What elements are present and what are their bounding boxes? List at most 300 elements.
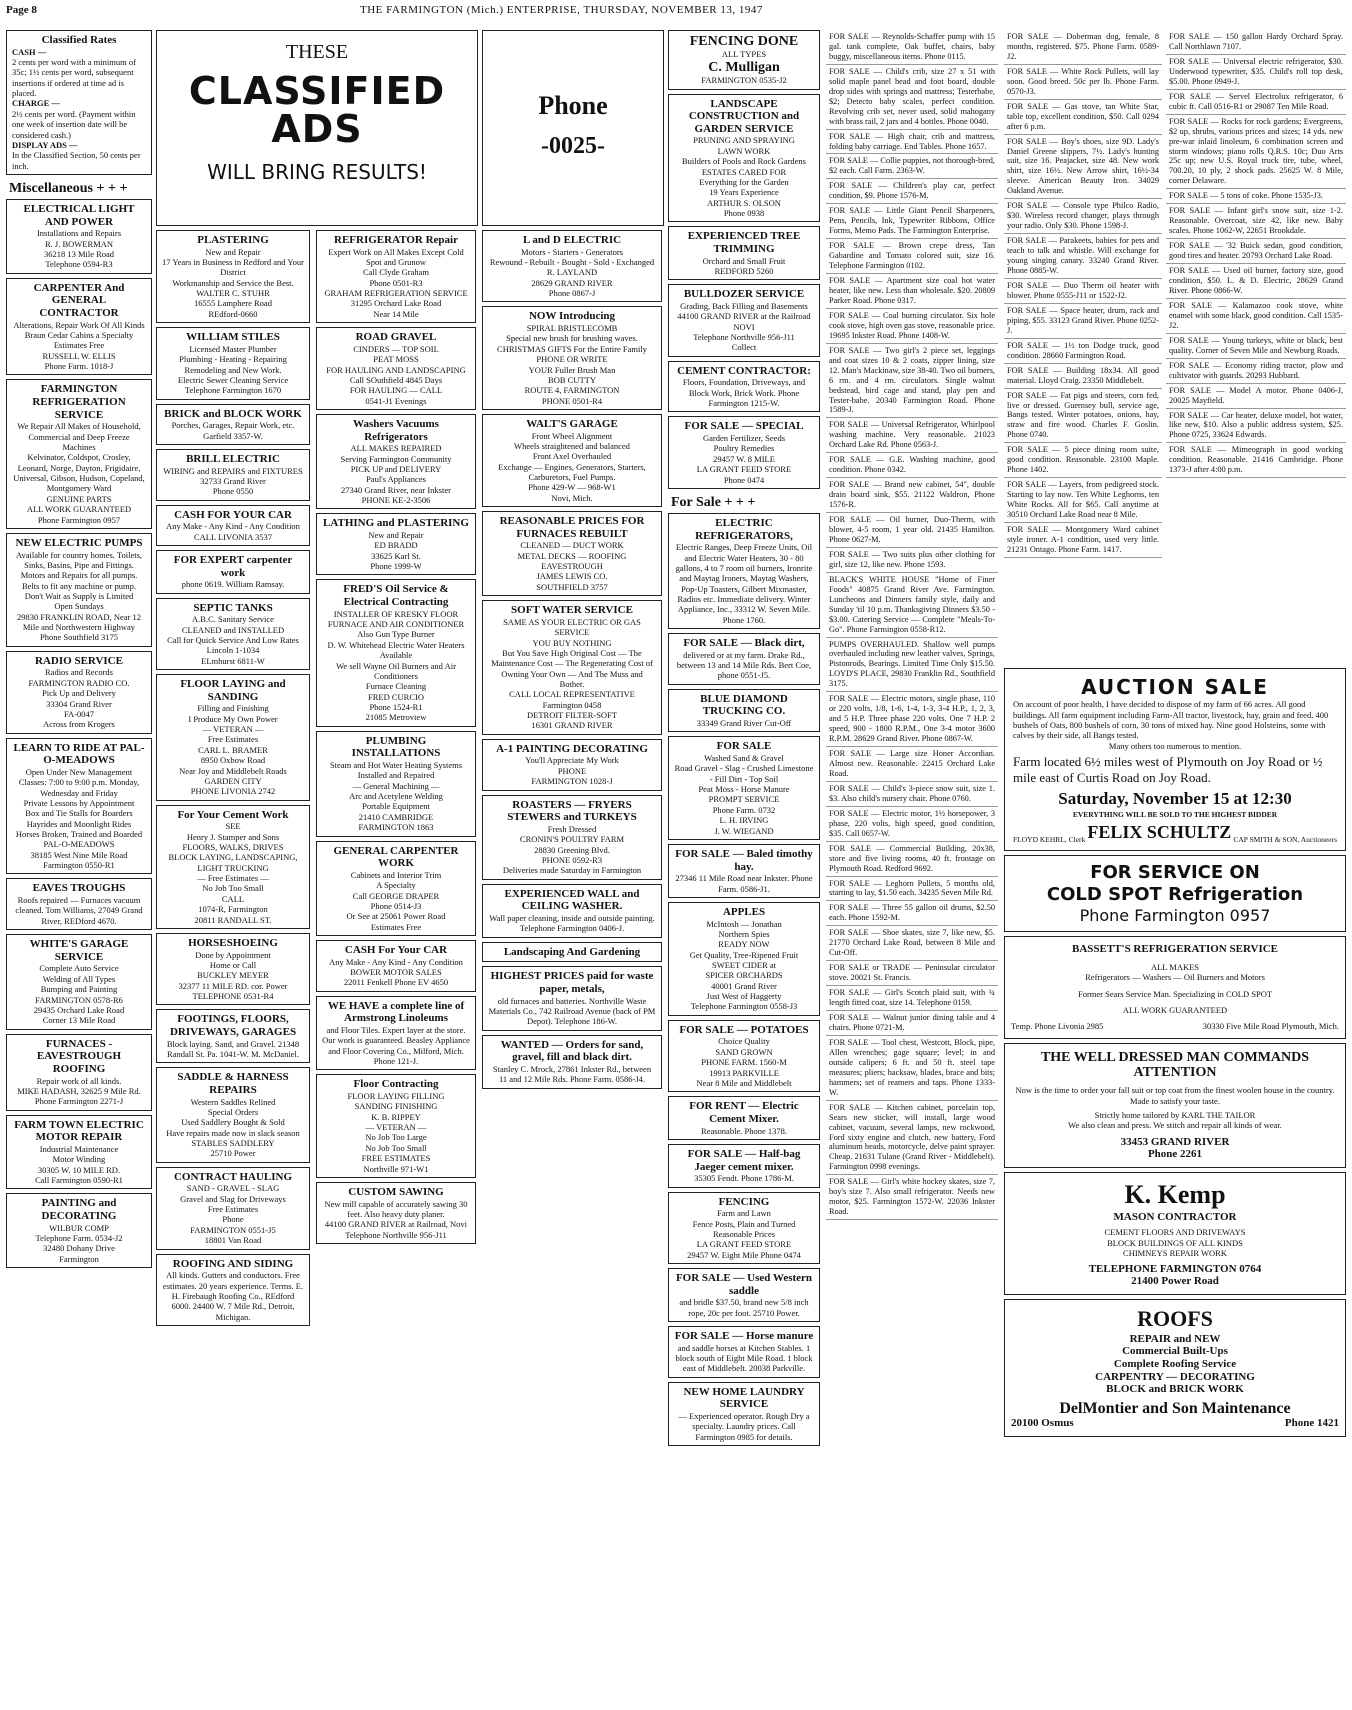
ad-line: Motor Winding [52, 1154, 106, 1165]
ad-line: and Floor Tiles. Expert layer at the store. Our work is guaranteed. Beasley Appliance and Floor Covering Co., Milford, Mich. Phone 121-J. [322, 1024, 470, 1067]
display-ad [6, 1115, 152, 1190]
bassett-types: Refrigerators — Washers — Oil Burners and Motors [1085, 972, 1265, 983]
display-ad [482, 795, 662, 880]
display-ad [316, 1074, 476, 1178]
ad-heading: CEMENT CONTRACTOR: [677, 364, 811, 377]
ad-line: Phone 1524-R1 [369, 701, 423, 712]
classified-entry: FOR SALE — Layers, from pedigreed stock. Starting to lay now. Ten White Leghorns, ten White Rocks. All for $65. Call anytime at 30510 Orchard Lake Road near 8 Mile. [1004, 478, 1162, 523]
ad-line: TELEPHONE 0531-R4 [192, 990, 274, 1001]
display-ad [6, 533, 152, 647]
ad-line: SPICER ORCHARDS [705, 970, 783, 981]
display-ad [668, 1268, 820, 1322]
ad-line: Farmington 0550-R1 [43, 860, 115, 871]
roofs-addr: 20100 Osmus [1011, 1417, 1074, 1430]
ad-line: Everything for the Garden [699, 176, 789, 187]
ad-line: 33625 Karl St. [371, 550, 421, 561]
display-ad [668, 1096, 820, 1140]
ad-line: FOR HAULING AND LANDSCAPING [326, 364, 466, 375]
ad-line: GARDEN CITY [204, 775, 262, 786]
ad-line: Used Saddlery Bought & Sold [181, 1117, 285, 1128]
display-ad [156, 805, 310, 929]
classified-entry: FOR SALE — Shoe skates, size 7, like new, $5. 21770 Orchard Lake Road, between 8 Mile and Cut-Off. [826, 926, 998, 961]
ad-line: PAL-O-MEADOWS [43, 839, 115, 850]
display-ad [6, 199, 152, 274]
ad-line: — General Machining — [352, 780, 440, 791]
ad-line: Near Joy and Middlebelt Roads [179, 765, 287, 776]
ad-heading: FOR SALE — Half-bag Jaeger cement mixer. [687, 1147, 801, 1173]
display-ad [668, 633, 820, 685]
auction-title: AUCTION SALE [1081, 675, 1269, 699]
ad-line: 32480 Dohany Drive [43, 1243, 115, 1254]
ad-line: FRED CURCIO [368, 691, 424, 702]
col3-ads [316, 230, 476, 1244]
display-ad [482, 306, 662, 410]
ad-line: Henry J. Stamper and Sons [186, 831, 280, 842]
ad-line: D. W. Whitehead Electric Water Heaters Available [327, 639, 465, 661]
fencing-title: FENCING DONE [689, 34, 799, 49]
display-ad [6, 934, 152, 1029]
ad-line: R. LAYLAND [546, 267, 598, 278]
kemp-l3: CHIMNEYS REPAIR WORK [1123, 1248, 1227, 1259]
ad-heading: CASH FOR YOUR CAR [174, 508, 292, 521]
ad-line: ALL WORK GUARANTEED [26, 504, 132, 515]
ad-heading: CONTRACT HAULING [173, 1170, 293, 1183]
ad-heading: FOR RENT — Electric Cement Mixer. [689, 1100, 799, 1125]
ad-line: JAMES LEWIS CO. [536, 571, 608, 582]
classified-entry: FOR SALE — Walnut junior dining table and 4 chairs. Phone 0721-M. [826, 1011, 998, 1036]
ad-line: 30305 W. 10 MILE RD. [37, 1164, 121, 1175]
classified-entry: FOR SALE — Brown crepe dress, Tan Gabardine and Tomato colored suit, size 16. Telephone Farmington 0102. [826, 239, 998, 274]
classified-entry: FOR SALE — Little Giant Pencil Sharpeners, Pens, Pencils, Ink, Typewriter Ribbons, Office Forms, Memo Pads. The Farmington Enterprise. [826, 204, 998, 239]
ad-heading: FLOOR LAYING and SANDING [180, 678, 286, 703]
classified-entry: FOR SALE — Infant girl's snow suit, size 1-2. Reasonable. Overcoat, size 42, like new. Baby scales. Phone 1062-W, 22651 Brookdale. [1166, 204, 1346, 239]
classified-entry: FOR SALE — Universal electric refrigerator, $30. Underwood typewriter, $35. Child's roll top desk, $5.00. Phone 0949-J. [1166, 55, 1346, 90]
ad-heading: ROASTERS — FRYERS STEWERS and TURKEYS [507, 798, 637, 824]
ad-heading: Floor Contracting [353, 1078, 439, 1091]
ad-line: RUSSELL W. ELLIS [42, 350, 116, 361]
classified-entry: FOR SALE — Parakeets, babies for pets and teach to talk and whistle. Will exchange for young singing canary. 33240 Grand River. Phone 0885-W. [1004, 234, 1162, 279]
ad-line: Builders of Pools and Rock Gardens [682, 156, 806, 167]
classified-entry: FOR SALE — '32 Buick sedan, good condition, good tires and heater. 20793 Orchard Lake Road. [1166, 239, 1346, 264]
ad-heading: EXPERIENCED WALL and CEILING WASHER. [504, 887, 640, 913]
bassett-makes: ALL MAKES [1150, 961, 1200, 972]
classified-entry: FOR SALE — 5 piece dining room suite, good condition. Reasonable. 23100 Maple. Phone 1402. [1004, 443, 1162, 478]
column-1 [6, 30, 152, 1706]
ad-line: Welding of All Types [42, 973, 116, 984]
ad-line: 32377 11 MILE RD. cor. Power [178, 980, 288, 991]
ad-heading: CASH For Your CAR [344, 943, 448, 956]
page-number: Page 8 [6, 4, 37, 16]
display-ad [316, 940, 476, 992]
ad-line: A.B.C. Sanitary Service [192, 614, 274, 625]
ad-line: Paul's Appliances [366, 474, 426, 485]
ad-line: WILBUR COMP [49, 1222, 109, 1233]
display-ad [482, 230, 662, 302]
ad-heading: GENERAL CARPENTER WORK [333, 844, 459, 870]
ad-line: Corner 13 Mile Road [42, 1015, 116, 1026]
classified-entry: FOR SALE — Children's play car, perfect condition, $9. Phone 1576-M. [826, 179, 998, 204]
ad-line: PHONE FARM. 1560-M [701, 1057, 787, 1068]
phone-number: -0025- [541, 133, 605, 159]
classified-entry: FOR SALE — Rocks for rock gardens; Evergreens, $2 up, shrubs, various prices and sizes; 14 yds. new pre-war inlaid linoleum, 6 combination screen and storm windows; piano rolls Q.R.S. 10c; Duo Arts 25c up; new U.S. Royal truck tire, tube, wheel, 700.20, 10 ply, 2 shock pads. 25625 W. 8 Mile, corner Delaware. [1166, 115, 1346, 190]
ad-line: Cabinets and Interior Trim [350, 869, 442, 880]
ad-line: REdford-0660 [208, 308, 258, 319]
ad-line: 29457 W. 8 MILE [713, 453, 775, 464]
ad-line: Electric Ranges, Deep Freeze Units, Oil and Electric Water Heaters, 30 - 80 gallons, 4 to 7 room oil burners, Ironrite and Maytag Ironers, Maytag Washers, Pop-Up Toasters, Gilbert Mixmaster, Radios etc. Immediate delivery. Winter Appliance, Inc., 33312 W. Seven Mile. Phone 1760. [675, 542, 813, 625]
ad-line: CARL L. BRAMER [198, 744, 268, 755]
ad-heading: WANTED — Orders for sand, gravel, fill and black dirt. [500, 1038, 644, 1064]
ad-line: Front Wheel Alignment [531, 430, 613, 441]
ad-line: CHRISTMAS GIFTS For the Entire Family [497, 343, 647, 354]
display-ad [316, 414, 476, 509]
ad-line: 32733 Grand River [200, 475, 266, 486]
ad-line: Done by Appointment [195, 949, 271, 960]
ad-line: PHONE OR WRITE [536, 354, 608, 365]
rates-lines [12, 47, 146, 171]
display-ad [156, 1254, 310, 1326]
roofs-title: ROOFS [1137, 1305, 1213, 1331]
ad-line: New and Repair [205, 246, 261, 257]
ad-line: Complete Auto Service [39, 963, 119, 974]
display-ad [6, 738, 152, 875]
ad-line: Peat Moss - Horse Manure [698, 784, 790, 795]
ad-line: FARMINGTON 1863 [358, 822, 434, 833]
ad-line: 16301 GRAND RIVER [531, 720, 613, 731]
ad-line: Call for Quick Service And Low Rates [167, 635, 299, 646]
misc-heading: Miscellaneous + + + [9, 180, 128, 196]
ad-heading: FENCING [718, 1195, 770, 1208]
ad-line: Also Gun Type Burner [357, 629, 435, 640]
column-6 [826, 30, 998, 1706]
fencing-name: C. Mulligan [708, 59, 780, 75]
col1-ads [6, 199, 152, 1268]
ad-line: New mill capable of accurately sawing 30 feet. Also heavy duty planer. [324, 1198, 468, 1219]
classified-entry: FOR SALE — Apartment size coal hot water heater, like new. Less than wholesale. $20. 20809 Parker Road. Phone 0317. [826, 274, 998, 309]
ad-line: Serving Farmington Community [340, 453, 452, 464]
kemp-l1: CEMENT FLOORS AND DRIVEWAYS [1104, 1227, 1246, 1238]
ad-line: Any Make - Any Kind - Any Condition [166, 521, 300, 532]
ad-line: 28830 Greening Blvd. [534, 844, 610, 855]
classified-entry: FOR SALE — Economy riding tractor, plow and cultivator with guards. 20293 Hubbard. [1166, 359, 1346, 384]
ad-line: PRUNING AND SPRAYING [693, 135, 795, 146]
ad-line: ARTHUR S. OLSON [707, 197, 781, 208]
roofs-l3: Complete Roofing Service [1113, 1357, 1237, 1370]
ad-line: Phone [222, 1214, 244, 1225]
ad-line: CLEANED — DUCT WORK [520, 540, 624, 551]
ad-line: Call Farmington 0590-R1 [35, 1174, 123, 1185]
ad-line: Fence Posts, Plain and Turned [692, 1218, 796, 1229]
rates-title: Classified Rates [41, 34, 117, 46]
ad-heading: FARM TOWN ELECTRIC MOTOR REPAIR [14, 1118, 144, 1144]
ad-heading: FOR SALE — Black dirt, [683, 637, 805, 650]
ad-line: 27340 Grand River, near Inkster [341, 484, 451, 495]
ad-line: Floors, Foundation, Driveways, and Block Work, Brick Work. Phone Farmington 1215-W. [682, 377, 806, 409]
ad-line: Telephone Farm. 0534-J2 [35, 1232, 123, 1243]
display-ad [316, 996, 476, 1071]
ad-line: 21410 CAMBRIDGE [358, 811, 434, 822]
classified-entry: FOR SALE — Duo Therm oil heater with blower. Phone 0555-J11 or 1522-J2. [1004, 279, 1162, 304]
ad-heading: ELECTRIC REFRIGERATORS, [695, 516, 793, 542]
display-ad [156, 449, 310, 501]
ad-line: Novi, Mich. [551, 492, 593, 503]
classified-ads-hero [156, 30, 478, 226]
ad-heading: A-1 PAINTING DECORATING [496, 742, 648, 755]
ad-line: LA GRANT FEED STORE [696, 464, 792, 475]
ad-heading: FOOTINGS, FLOORS, DRIVEWAYS, GARAGES [169, 1013, 297, 1038]
display-ad [668, 1144, 820, 1188]
ad-line: We Repair All Makes of Household, Commercial and Deep Freeze Machines [17, 421, 141, 453]
ad-line: PHONE 0501-R4 [541, 395, 603, 406]
column-3 [316, 230, 476, 1706]
ad-line: 0541-J1 Evenings [365, 395, 427, 406]
ad-line: A Specialty [376, 880, 416, 891]
ad-line: Phone 429-W — 968-W1 [528, 482, 616, 493]
ad-line: METAL DECKS — ROOFING [517, 550, 627, 561]
ad-line: 33304 Grand River [46, 698, 112, 709]
classified-entry: FOR SALE — 1½ ton Dodge truck, good condition. 28660 Farmington Road. [1004, 339, 1162, 364]
ad-line: SAND - GRAVEL - SLAG [186, 1183, 280, 1194]
ad-line: 35305 Fendt. Phone 1786-M. [694, 1173, 794, 1184]
ad-line: 21085 Metroview [365, 712, 427, 723]
bassett-ad [1004, 936, 1346, 1038]
ad-line: Special new brush for brushing waves. [506, 333, 638, 344]
rates-line: 2 cents per word with a minimum of 35c; 1½ cents per word, subsequent insertions if ordered at time ad is placed. [12, 57, 136, 99]
dressed-body: Now is the time to order your fall suit or top coat from the finest woolen house in the country. Made to satisfy your taste. [1015, 1085, 1335, 1106]
classified-entry: FOR SALE — Tool chest, Westcott, Block, pipe, Allen wrenches; gage square; level; in and outside calipers; 6 ft. and 50 ft. steel tape measures; pliers; hacksaw, blades, brace and bits; hammers; set of reamers and taps. Phone 1333-W. [826, 1036, 998, 1101]
bassett-former: Former Sears Service Man. Specializing in COLD SPOT [1077, 988, 1273, 999]
ad-heading: SOFT WATER SERVICE [511, 604, 633, 617]
classified-entry: FOR SALE — Child's crib, size 27 x 51 with solid maple panel head and foot board, double drop sides with springs and mattress; Testerbabe, $2; Detecto baby scales, perfect condition. Revolving crib set, never used, solid mahogany with brass rail, 2 jars and 4 bottles. Phone 0040. [826, 65, 998, 130]
ad-line: 1074-R, Farmington [198, 904, 268, 915]
display-ad [316, 327, 476, 410]
ad-line: CALL [221, 893, 245, 904]
ad-line: Porches, Garages, Repair Work, etc. Garfield 3357-W. [171, 420, 295, 441]
ad-heading: NEW HOME LAUNDRY SERVICE [683, 1385, 805, 1411]
ad-line: Fresh Dressed [547, 823, 597, 834]
display-ad [668, 902, 820, 1016]
ad-line: Special Orders [207, 1106, 259, 1117]
kemp-l2: BLOCK BUILDINGS OF ALL KINDS [1107, 1237, 1243, 1248]
ad-line: — Free Estimates — [197, 873, 269, 884]
ad-line: Wall paper cleaning, inside and outside painting. Telephone Farmington 0406-J. [489, 912, 655, 934]
display-ad [668, 736, 820, 840]
ad-line: delivered or at my farm. Drake Rd., between 13 and 14 Mile Rds. Bert Coe, phone 0551-J5. [676, 649, 812, 681]
column-2 [156, 230, 310, 1706]
ad-line: CALL LOCAL REPRESENTATIVE [509, 689, 635, 700]
classified-entry: BLACK'S WHITE HOUSE "Home of Finer Foods" 40875 Grand River Ave. Farmington. Luncheons and Dinners family style, daily and Sunday 'til 10 p.m. Thanksgiving Dinners $3.50 - $3.00. Catering Service — Complete "Meals-To-Go". Phone Farmington 0558-R12. [826, 573, 998, 638]
ad-heading: WHITE'S GARAGE SERVICE [29, 938, 129, 963]
ad-line: Phone 0550 [212, 486, 254, 497]
ad-line: Phone 0514-J3 [370, 900, 422, 911]
ad-line: 29830 FRANKLIN ROAD, Near 12 Mile and Northwestern Highway [17, 611, 141, 633]
kemp-title: MASON CONTRACTOR [1113, 1210, 1237, 1223]
display-ad [668, 513, 820, 629]
column-5 [668, 30, 820, 1706]
display-ad [156, 1167, 310, 1250]
ad-line: Road Gravel - Slag - Crushed Limestone - Fill Dirt - Top Soil [674, 763, 814, 784]
ad-line: FREE ESTIMATES [361, 1153, 431, 1164]
classified-entry: FOR SALE — Child's 3-piece snow suit, size 1. $3. Also child's nursery chair. Phone 0760. [826, 782, 998, 807]
display-ad [156, 404, 310, 445]
ad-line: 19913 PARKVILLE [709, 1067, 779, 1078]
ad-heading: APPLES [722, 905, 766, 918]
ad-line: LA GRANT FEED STORE [696, 1239, 792, 1250]
ad-heading: REFRIGERATOR Repair [334, 234, 458, 246]
classified-entry: FOR SALE — G.E. Washing machine, good condition. Phone 0342. [826, 453, 998, 478]
display-ad [6, 878, 152, 930]
column-8 [1166, 30, 1346, 670]
ad-line: FOR HAULING — CALL [349, 385, 443, 396]
roofs-ad [1004, 1299, 1346, 1437]
ad-line: SWEET CIDER at [711, 960, 777, 970]
classified-entry: FOR SALE — Girl's Scotch plaid suit, with ¾ length fitted coat, size 14. Telephone 0159. [826, 986, 998, 1011]
ad-line: Have repairs made now in slack season [166, 1127, 300, 1138]
classified-entry: FOR SALE — Reynolds-Schaffer pump with 15 gal. tank complete, Oak buffet, chairs, baby buggy, miscellaneous items. Phone 0115. [826, 30, 998, 65]
ad-line: I Produce My Own Power [188, 713, 278, 724]
ad-line: Estimates Free [370, 921, 422, 932]
ad-heading: REASONABLE PRICES FOR FURNACES REBUILT [499, 515, 645, 540]
display-ad [668, 226, 820, 280]
classified-entry: FOR SALE — Fat pigs and steers, corn fed, live or dressed. Guernsey bull, service age, Bangs tested. Winter potatoes, onions, hay, straw and fire wood. Charles F. Goslin. Phone 0740. [1004, 389, 1162, 444]
display-ad [668, 416, 820, 488]
ad-line: 18801 Van Road [204, 1235, 262, 1246]
classified-entry: FOR SALE — Montgomery Ward cabinet style ironer. A-1 condition, used very little. 21231 Ontago. Phone Farm. 1417. [1004, 523, 1162, 558]
classified-entry: FOR SALE — Coal burning circulator. Six hole cook stove, high oven gas stove, reasonable price. 19695 Inkster Road. Phone 1408-W. [826, 309, 998, 344]
ad-line: YOU BUY NOTHING [532, 637, 612, 648]
display-ad [156, 1009, 310, 1063]
ad-line: DETROIT FILTER-SOFT [527, 710, 617, 721]
ad-heading: LATHING and PLASTERING [323, 517, 469, 530]
display-ad [6, 651, 152, 734]
ad-heading: PLUMBING INSTALLATIONS [351, 734, 441, 760]
ad-line: BLOCK LAYING, LANDSCAPING, LIGHT TRUCKING [168, 852, 298, 873]
ad-heading: LEARN TO RIDE AT PAL-O-MEADOWS [13, 741, 145, 767]
ad-heading: NOW Introducing [528, 310, 616, 323]
ad-line: Front Axel Overhauled [532, 451, 612, 462]
ad-line: GENUINE PARTS [46, 493, 112, 504]
ad-heading: SEPTIC TANKS [193, 601, 273, 614]
ad-line: 38185 West Nine Mile Road [30, 849, 128, 860]
ad-heading: FOR SALE — POTATOES [679, 1023, 809, 1036]
ad-line: 8950 Oxbow Road [200, 755, 266, 766]
ad-line: Telephone Farmington 1670 [184, 385, 282, 396]
ad-heading: FRED'S Oil Service & Electrical Contracting [343, 583, 449, 609]
right-display-ads [1004, 668, 1346, 1441]
ad-heading: FOR SALE — Baled timothy hay. [675, 847, 813, 873]
ad-line: L. H. IRVING [719, 815, 769, 826]
display-ad [668, 689, 820, 733]
auction-body: On account of poor health, I have decided to dispose of my farm of 66 acres. All good buildings. All farm equipment including Farm-All tractor, livestock, hay, grain and feed. 400 bushels of Oats, 800 bushels of corn, 30 tons of mixed hay. Nine good Holsteins, some with calves by their side, all Bangs tested. [1013, 699, 1329, 741]
ad-line: Industrial Maintenance [39, 1143, 119, 1154]
roofs-l2: Commercial Built-Ups [1122, 1345, 1228, 1358]
ad-line: ALL MAKES REPAIRED [350, 443, 442, 454]
dressed-phone: Phone 2261 [1147, 1148, 1203, 1161]
ad-line: No Job Too Small [202, 883, 264, 894]
display-ad [668, 1020, 820, 1092]
classified-entry: FOR SALE — Servel Electrolux refrigerator, 6 cubic ft. Call 0516-R1 or 29087 Ten Mile Road. [1166, 90, 1346, 115]
display-ad [668, 1192, 820, 1264]
ad-line: Telephone Northville 956-J11 [345, 1229, 447, 1240]
well-dressed-ad [1004, 1043, 1346, 1169]
fencing-phone: FARMINGTON 0535-J2 [701, 75, 787, 86]
display-ad [156, 1067, 310, 1162]
ad-line: Workmanship and Service the Best. [172, 277, 294, 288]
display-ad [668, 844, 820, 898]
classified-entry: FOR SALE — Space heater, drum, rack and piping, $55. 33123 Grand River. Phone 0252-J. [1004, 304, 1162, 339]
ad-line: 20811 RANDALL ST. [194, 914, 272, 925]
classified-entry: FOR SALE — Mimeograph in good working condition. Reasonable. 21416 Cambridge. Phone 1373-J after 4:00 p.m. [1166, 443, 1346, 478]
ad-line: Wheels straightened and balanced [514, 440, 630, 451]
ad-line: Washed Sand & Gravel [704, 753, 784, 764]
fencing-ad [668, 30, 820, 90]
classified-entry: FOR SALE — Kitchen cabinet, porcelain top, Sears new sticker, will install, large wood cabinet, vacuum, several lamps, new rockwood, Ford sixty engine and clutch, new battery, Ford aluminum heads, motorcycle, delve paint sprayer. Cheap. 21631 Tulane (Grand River - Middlebelt). Farmington 0998 evenings. [826, 1101, 998, 1176]
auction-auctioneers: CAP SMITH & SON, Auctioneers [1233, 834, 1337, 844]
ad-line: Phone 0474 [723, 474, 765, 485]
ad-line: LAWN WORK [717, 145, 771, 156]
ad-line: No Job Too Small [365, 1142, 427, 1153]
ad-line: Classes: 7:00 to 9:00 p.m. Monday, Wednesday and Friday [18, 777, 140, 798]
ad-line: You'll Appreciate My Work [525, 755, 619, 766]
display-ad [156, 674, 310, 801]
display-ad [668, 1382, 820, 1446]
display-ad [482, 1035, 662, 1089]
masthead [0, 0, 1352, 24]
ad-line: 22011 Fenkell Phone EV 4650 [343, 977, 449, 988]
ad-line: Collect [731, 342, 757, 353]
kemp-name: K. Kemp [1124, 1180, 1226, 1210]
ad-line: Telephone Farmington 0558-J3 [690, 1001, 798, 1012]
ad-line: Arc and Acetylene Welding [349, 791, 443, 802]
ad-line: Phone 1999-W [370, 561, 422, 572]
ad-heading: FARMINGTON REFRIGERATION SERVICE [32, 383, 126, 421]
ad-heading: RADIO SERVICE [35, 654, 123, 667]
ad-heading: EXPERIENCED TREE TRIMMING [687, 230, 801, 255]
display-ad [316, 731, 476, 837]
classified-entry: FOR SALE — Three 55 gallon oil drums, $2.50 each. Phone 1592-M. [826, 901, 998, 926]
ad-line: Northville 971-W1 [363, 1163, 429, 1174]
ad-line: BOWER MOTOR SALES [350, 966, 442, 977]
ad-line: Farmington [59, 1253, 99, 1264]
ad-line: Block laying. Sand, and Gravel. 21348 Randall St. Pa. 1041-W. M. McDaniel. [166, 1038, 300, 1059]
dressed-addr: 33453 GRAND RIVER [1120, 1135, 1230, 1148]
classified-entry: FOR SALE — Model A motor. Phone 0406-J, 20025 Mayfield. [1166, 384, 1346, 409]
ad-line: — VETERAN — [202, 724, 264, 735]
ad-line: FA-0047 [63, 708, 95, 719]
bassett-addr: 30330 Five Mile Road Plymouth, Mich. [1202, 1021, 1339, 1032]
ad-line: — Experienced operator. Rough Dry a specialty. Laundry prices. Call Farmington 0985 for details. [678, 1410, 810, 1442]
rates-line: CHARGE — [12, 98, 60, 109]
ad-line: Stanley C. Mrock, 27861 Inkster Rd., between 11 and 12 Mile Rds. Phone Farm. 0586-J4. [492, 1063, 652, 1085]
ad-line: Garden Fertilizer, Seeds [702, 433, 786, 444]
classified-entry: FOR SALE — Car heater, deluxe model, hot water, like new, $10. Also a public address system, $25. Phone 0725, 33624 Edwards. [1166, 409, 1346, 444]
dressed-tailor: Strictly home tailored by KARL THE TAILOR [1094, 1110, 1256, 1121]
ad-heading: Washers Vacuums Refrigerators [353, 417, 439, 443]
ad-line: 44100 GRAND RIVER at the Railroad [677, 311, 811, 322]
roofs-l4: CARPENTRY — DECORATING [1095, 1370, 1255, 1383]
ad-line: Horses Broken, Trained and Boarded [15, 829, 143, 840]
col8-ads [1166, 30, 1346, 478]
ad-line: SAME AS YOUR ELECTRIC OR GAS SERVICE [503, 616, 641, 638]
display-ad [482, 884, 662, 938]
ad-line: and bridle $37.50, brand new 5/8 inch rope, 20c per foot. 25710 Power. [679, 1297, 809, 1318]
ad-line: Farmington 0458 [542, 699, 602, 710]
ad-line: Choice Quality [718, 1036, 770, 1047]
ad-heading: BLUE DIAMOND TRUCKING CO. [700, 692, 788, 718]
ad-line: NOVI [733, 321, 755, 332]
ad-line: Lincoln 1-1034 [206, 645, 260, 656]
ad-line: Phone Farmington 0957 [37, 514, 121, 525]
dressed-title: THE WELL DRESSED MAN COMMANDS ATTENTION [1040, 1049, 1310, 1080]
